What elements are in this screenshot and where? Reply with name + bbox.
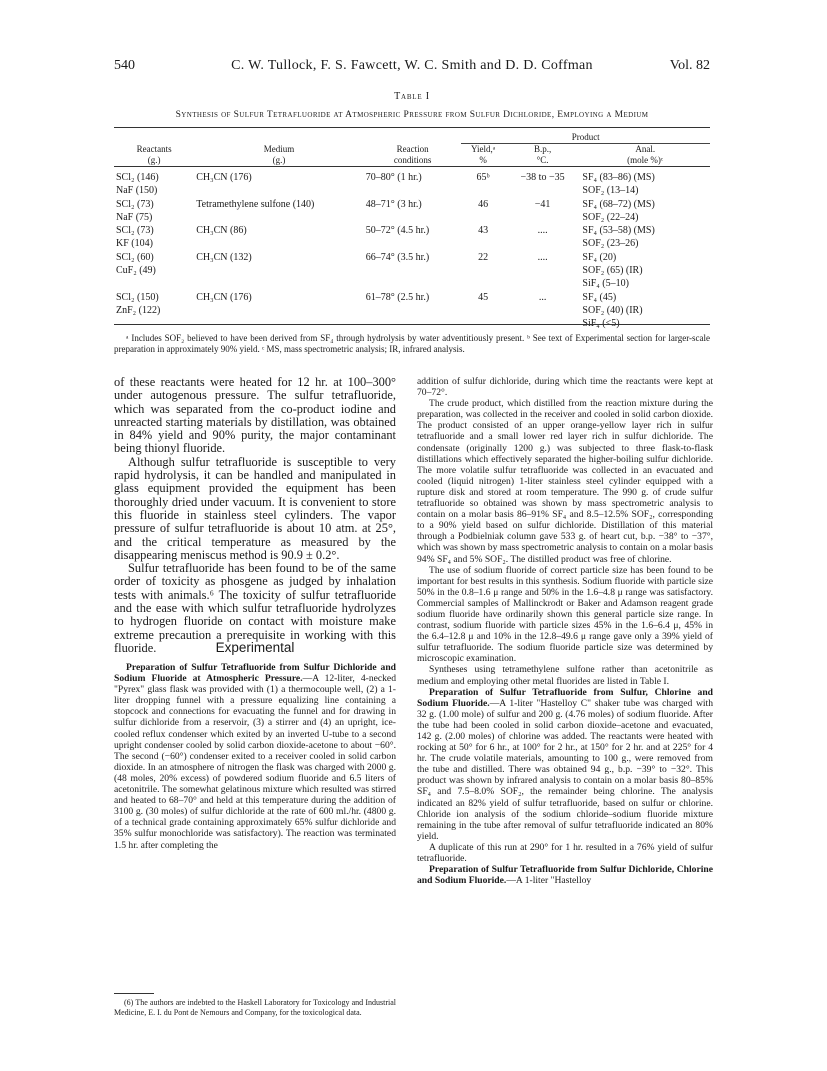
footnote-6: (6) The authors are indebted to the Haskell Laboratory for Toxicology and Industrial Medicine, E. I. du Pont de Nemours and Company, for the toxicological data. [114, 998, 396, 1017]
paragraph: Preparation of Sulfur Tetrafluoride from Sulfur Dichloride and Sodium Fluoride at Atmospheric Pressure.—A 12-liter, 4-necked "Pyrex" glass flask was provided with (1) a thermocouple well, (2) a 1-liter dropping funnel with a pressure equalizing line containing a stopcock and connections for evacuating the funnel and for drawing in sulfur dichloride from a reservoir, (3) a stirrer and (4) an upright, ice-cooled reflux condenser which exited by an inverted U-tube to a second upright condenser cooled by solid carbon dioxide-acetone to about −60°. The second (−60°) condenser exited to a receiver cooled in solid carbon dioxide. In an atmosphere of nitrogen the flask was charged with 2000 g. (48 moles, 20% excess) of powdered sodium fluoride and 6.5 liters of acetonitrile. The somewhat gelatinous mixture which resulted was stirred and heated to 68–70° and held at this temperature during the addition of 3100 g. (30 moles) of sulfur dichloride at the rate of 600 ml./hr. (4800 g. of a technical grade containing approximately 65% sulfur dichloride and 35% sulfur monochloride was satisfactory). The reaction was terminated 1.5 hr. after completing the [114, 662, 396, 851]
paragraph: Syntheses using tetramethylene sulfone rather than acetonitrile as medium and employing other metal fluorides are listed in Table I. [417, 664, 713, 687]
cell-medium: CH₃CN (176) [196, 172, 252, 183]
page-number: 540 [114, 58, 135, 73]
cell-analysis: SF₄ (53–58) (MS) SOF₂ (23–26) [582, 225, 655, 250]
col-header-yield: Yield,ᵃ % [470, 144, 496, 165]
cell-yield: 46 [478, 198, 489, 210]
cell-conditions: 66–74° (3.5 hr.) [365, 251, 430, 263]
paragraph: A duplicate of this run at 290° for 1 hr. resulted in a 76% yield of sulfur tetrafluoride. [417, 841, 713, 865]
paragraph: The use of sodium fluoride of correct particle size has been found to be important for best results in this synthesis. Sodium fluoride with particle size 50% in the 0.8–1.6 μ range and 50% in the 1.6–4.8 μ range was satisfactory. Commercial samples of Mallinckrodt or Baker and Adamson reagent grade sodium fluoride have ordinarily shown this general particle size range. In contrast, sodium fluoride with particle sizes 45% in the 1.6–6.4 μ, 45% in the 6.4–12.8 μ and 10% in the 12.8–49.6 μ range gave only a 39% yield of sulfur tetrafluoride. The sodium fluoride particle size was determined by microscopic examination. [417, 564, 713, 665]
footnote-rule [114, 993, 154, 994]
cell-medium: Tetramethylene sulfone (140) [196, 198, 315, 210]
cell-bp: ... [538, 291, 547, 303]
cell-yield: 65ᵇ [476, 172, 490, 183]
table-footnote: ᵃ Includes SOF₂ believed to have been derived from SF₄ through hydrolysis by water adventitiously present. ᵇ See text of Experimental section for larger-scale preparation in approximately 90% yield. ᶜ MS, mass spectrometric analysis; IR, infrared analysis. [114, 333, 710, 354]
synthesis-table [114, 132, 710, 331]
cell-reactants: SCl₂ (150) ZnF₂ (122) [116, 291, 161, 316]
cell-analysis: SF₄ (45) SOF₂ (40) (IR) SiF₄ (<5) [582, 291, 643, 330]
table-caption: Table I [394, 91, 430, 102]
table-row [114, 198, 710, 225]
right-column-body [417, 376, 713, 886]
section-heading-experimental: Experimental [215, 640, 295, 655]
table-row [114, 251, 710, 291]
cell-conditions: 50–72° (4.5 hr.) [365, 225, 430, 237]
cell-medium: CH₃CN (86) [196, 225, 247, 237]
paragraph: Preparation of Sulfur Tetrafluoride from Sulfur, Chlorine and Sodium Fluoride.—A 1-liter "Hastelloy C" shaker tube was charged with 32 g. (1.00 mole) of sulfur and 200 g. (4.76 moles) of sodium fluoride. After the tube had been cooled in solid carbon dioxide–acetone and evacuated, 142 g. (2.00 moles) of chlorine was added. The reactants were heated with rocking at 50° for 6 hr., at 100° for 2 hr., at 150° for 2 hr. and at 225° for 4 hr. The crude volatile materials, amounting to 100 g., were removed from the tube and distilled. There was obtained 94 g., b.p. −39° to −32°. This product was shown by infrared analysis to contain on a molar basis 80–85% SF₄ and 7.5–8.0% SOF₂, the remainder being chlorine. The analysis indicated an 82% yield of sulfur tetrafluoride, based on sulfur or chlorine. Chloride ion analysis of the sodium chloride–sodium fluoride mixture remaining in the tube after removal of sulfur tetrafluoride indicated an 80% yield. [417, 686, 713, 842]
paragraph: Preparation of Sulfur Tetrafluoride from Sulfur Dichloride, Chlorine and Sodium Fluoride.—A 1-liter "Hastelloy [417, 864, 713, 887]
col-header-analysis: Anal. (mole %)ᶜ [627, 144, 664, 165]
volume-label: Vol. 82 [669, 58, 710, 73]
cell-reactants: SCl₂ (73) NaF (75) [116, 198, 154, 223]
paragraph: of these reactants were heated for 12 hr. at 100–300° under autogenous pressure. The sulfur tetrafluoride, which was separated from the co-product iodine and unreacted starting materials by distillation, was obtained in 84% yield and 90% purity, the major contaminant being thionyl fluoride. [114, 375, 396, 456]
cell-yield: 22 [478, 251, 489, 263]
cell-yield: 43 [478, 225, 489, 237]
table-bottom-rule [114, 324, 710, 325]
cell-analysis: SF₄ (83–86) (MS) SOF₂ (13–14) [582, 172, 655, 197]
paragraph: addition of sulfur dichloride, during which time the reactants were kept at 70–72°. [417, 376, 713, 399]
cell-conditions: 61–78° (2.5 hr.) [365, 291, 430, 303]
table-row [114, 171, 710, 198]
cell-bp: −41 [534, 198, 551, 210]
product-group-header: Product [461, 132, 710, 144]
cell-conditions: 70–80° (1 hr.) [365, 172, 422, 183]
cell-bp: −38 to −35 [520, 172, 565, 183]
experimental-body [114, 662, 396, 851]
col-header-medium: Medium (g.) [263, 143, 295, 165]
cell-conditions: 48–71° (3 hr.) [365, 198, 422, 210]
table-title: Synthesis of Sulfur Tetrafluoride at Atmospheric Pressure from Sulfur Dichloride, Employing a Medium [175, 110, 649, 120]
table-row [114, 224, 710, 251]
subsection-title: Preparation of Sulfur Tetrafluoride from Sulfur, Chlorine and Sodium Fluoride. [417, 686, 713, 709]
cell-bp: .... [537, 225, 548, 237]
cell-reactants: SCl₂ (146) NaF (150) [116, 172, 159, 197]
subsection-title: Preparation of Sulfur Tetrafluoride from Sulfur Dichloride, Chlorine and Sodium Fluoride. [417, 864, 713, 887]
running-authors: C. W. Tullock, F. S. Fawcett, W. C. Smith and D. D. Coffman [231, 58, 593, 73]
cell-medium: CH₃CN (132) [196, 251, 252, 263]
cell-yield: 45 [478, 291, 489, 303]
cell-analysis: SF₄ (68–72) (MS) SOF₂ (22–24) [582, 198, 655, 223]
table-top-rule [114, 127, 710, 128]
subsection-title: Preparation of Sulfur Tetrafluoride from Sulfur Dichloride and Sodium Fluoride at Atmospheric Pressure. [114, 662, 396, 685]
paragraph: Sulfur tetrafluoride has been found to be of the same order of toxicity as phosgene as judged by inhalation tests with animals.⁶ The toxicity of sulfur tetrafluoride and the ease with which sulfur tetrafluoride hydrolyzes to hydrogen fluoride on contact with moisture make extreme precaution a prerequisite in working with this fluoride. [114, 561, 396, 655]
paragraph: Although sulfur tetrafluoride is susceptible to very rapid hydrolysis, it can be handled and manipulated in glass equipment provided the equipment has been thoroughly dried under vacuum. It is convenient to store this fluoride in stainless steel cylinders. The vapor pressure of sulfur tetrafluoride is about 10 atm. at 25°, and the critical temperature as measured by the disappearing meniscus method is 90.9 ± 0.2°. [114, 454, 396, 562]
paragraph: The crude product, which distilled from the reaction mixture during the preparation, was collected in the receiver and cooled in solid carbon dioxide. The product consisted of an upper orange-yellow layer rich in sulfur tetrafluoride and a small lower red layer rich in sulfur dichloride. The condensate (originally 1200 g.) was subjected to three flask-to-flask distillations which effectively separated the higher-boiling sulfur dichloride. The more volatile sulfur tetrafluoride was collected in an evacuated and cooled (liquid nitrogen) 1-liter stainless steel cylinder equipped with a rupture disk and stored at room temperature. The 990 g. of crude sulfur tetrafluoride so obtained was shown by mass spectrometric analysis to contain on a molar basis 86–91% SF₄ and 8.5–12.5% SOF₂, corresponding to a 90% yield based on sulfur dichloride. Distillation of this material through a Podbielniak column gave 533 g. of heart cut, b.p. −38° to −37°, which was shown by mass spectrometric analysis to contain on a molar basis 94% SF₄ and 5% SOF₂. The distilled product was free of chlorine. [417, 398, 713, 565]
col-header-conditions: Reaction conditions [393, 143, 432, 165]
cell-reactants: SCl₂ (60) CuF₂ (49) [116, 251, 156, 277]
left-column-body [114, 376, 396, 655]
col-header-reactants: Reactants (g.) [136, 143, 172, 165]
cell-reactants: SCl₂ (73) KF (104) [116, 225, 154, 250]
cell-analysis: SF₄ (20) SOF₂ (65) (IR) SiF₄ (5–10) [582, 251, 643, 290]
col-header-bp: B.p., °C. [533, 144, 552, 165]
cell-medium: CH₃CN (176) [196, 291, 252, 303]
cell-bp: .... [537, 251, 548, 263]
